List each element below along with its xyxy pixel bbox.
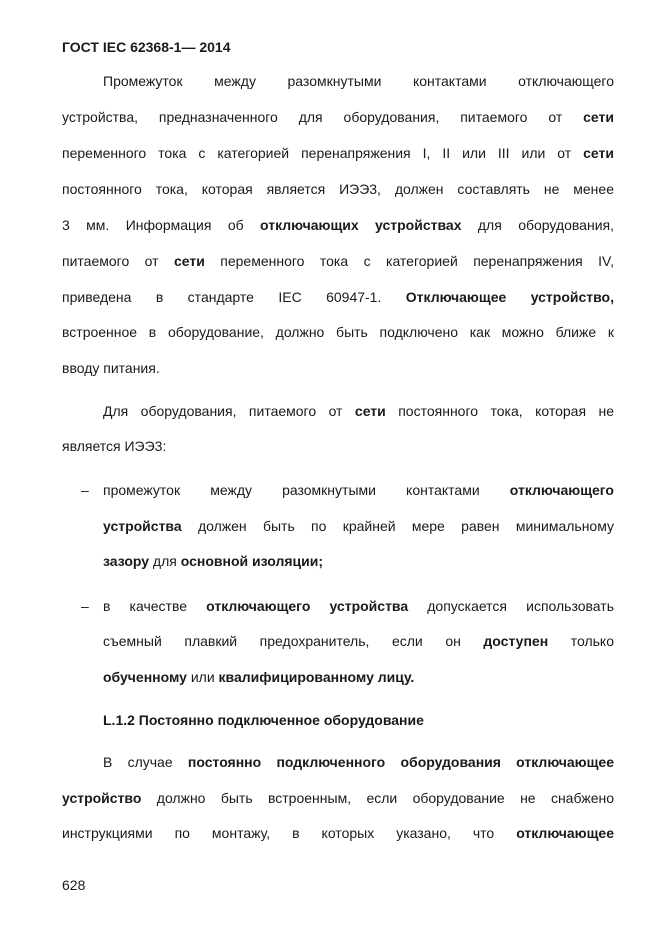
document-header: ГОСТ IEC 62368-1— 2014 — [62, 39, 231, 55]
list-item-line: обученному или квалифицированному лицу. — [103, 669, 415, 685]
paragraph-line: устройство должно быть встроенным, если оборудование не снабжено — [62, 790, 614, 806]
paragraph-line: устройства, предназначенного для оборудования, питаемого от сети — [62, 109, 614, 125]
list-bullet: – — [81, 598, 89, 614]
section-heading: L.1.2 Постоянно подключенное оборудование — [103, 712, 424, 728]
paragraph-line: постоянного тока, которая является ИЭЭ3, должен составлять не менее — [62, 181, 614, 197]
paragraph-line: инструкциями по монтажу, в которых указано, что отключающее — [62, 825, 614, 841]
paragraph-line: Для оборудования, питаемого от сети постоянного тока, которая не — [103, 403, 614, 419]
list-item-line: в качестве отключающего устройства допускается использовать — [103, 598, 614, 614]
paragraph-line: В случае постоянно подключенного оборудования отключающее — [103, 754, 614, 770]
paragraph-line: 3 мм. Информация об отключающих устройствах для оборудования, — [62, 217, 614, 233]
paragraph-line: встроенное в оборудование, должно быть подключено как можно ближе к — [62, 324, 614, 340]
paragraph-line: является ИЭЭ3: — [62, 438, 167, 454]
paragraph-line: переменного тока с категорией перенапряжения I, II или III или от сети — [62, 145, 614, 161]
list-item-line: съемный плавкий предохранитель, если он доступен только — [103, 633, 615, 649]
page-number: 628 — [62, 877, 86, 893]
list-item-line: зазору для основной изоляции; — [103, 553, 323, 569]
list-item-line: промежуток между разомкнутыми контактами отключающего — [103, 482, 614, 498]
paragraph-line: питаемого от сети переменного тока с категорией перенапряжения IV, — [62, 253, 614, 269]
list-item-line: устройства должен быть по крайней мере равен минимальному — [103, 518, 614, 534]
list-bullet: – — [81, 482, 89, 498]
paragraph-line: приведена в стандарте IEC 60947-1. Отключающее устройство, — [62, 289, 614, 305]
paragraph-line: вводу питания. — [62, 360, 160, 376]
paragraph-line: Промежуток между разомкнутыми контактами отключающего — [103, 73, 614, 89]
